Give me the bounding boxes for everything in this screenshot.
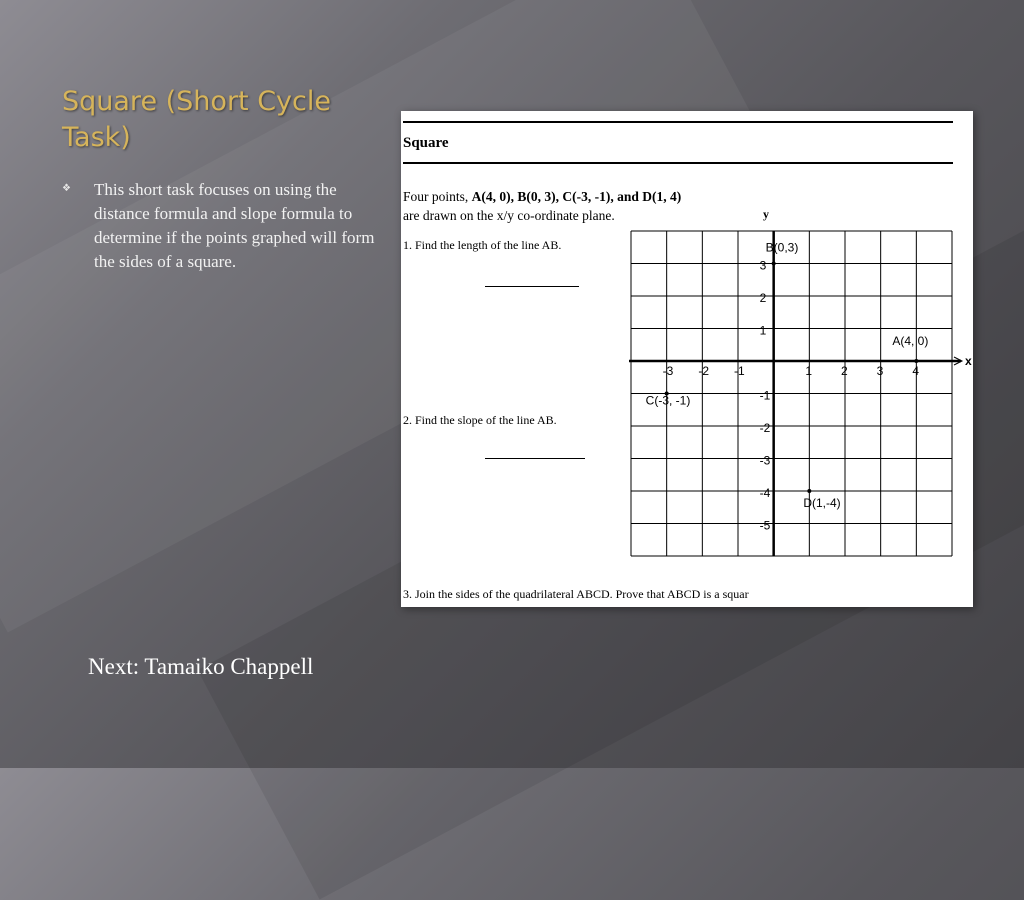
worksheet-heading: Square: [403, 135, 449, 151]
intro-suffix: are drawn on the x/y co-ordinate plane.: [403, 208, 615, 223]
y-tick-label: -3: [759, 453, 771, 468]
x-tick-label: 2: [841, 364, 848, 378]
x-tick-label: 4: [912, 364, 920, 378]
y-tick-label: -4: [759, 486, 771, 500]
slide-title: Square (Short Cycle Task): [62, 86, 331, 153]
worksheet-image: [401, 111, 973, 607]
x-tick-label: 1: [805, 364, 813, 378]
x-tick-label: 3: [876, 364, 884, 378]
x-tick-label: -2: [698, 364, 710, 378]
y-tick-label: -1: [759, 388, 771, 403]
diamond-bullet-icon: ❖: [62, 183, 71, 194]
question-2: 2. Find the slope of the line AB.: [403, 413, 557, 427]
x-axis-label: x: [965, 354, 972, 368]
coordinate-plane: [401, 111, 973, 607]
y-tick-label: -5: [759, 518, 771, 533]
y-axis-header-label: y: [763, 207, 769, 221]
bullet-text: This short task focuses on using the distance formula and slope formula to determine if the points graphed will form the sides of a square.: [94, 180, 375, 271]
point-label-a: A(4, 0): [892, 334, 929, 348]
next-presenter: Next: Tamaiko Chappell: [88, 654, 314, 679]
question-1: 1. Find the length of the line AB.: [403, 238, 562, 252]
question-3: 3. Join the sides of the quadrilateral ABCD. Prove that ABCD is a squar: [403, 587, 749, 601]
x-tick-label: -3: [662, 364, 674, 378]
point-label-c: C(-3, -1): [645, 393, 691, 408]
y-tick-label: 2: [759, 291, 767, 305]
point-b: [772, 262, 776, 266]
intro-prefix: Four points,: [403, 189, 472, 204]
point-d: [807, 489, 811, 493]
x-tick-label: -1: [734, 364, 745, 378]
point-label-d: D(1,-4): [803, 496, 841, 510]
y-tick-label: 1: [759, 323, 767, 338]
point-label-b: B(0,3): [765, 240, 799, 255]
bullet-item: [62, 178, 382, 274]
y-tick-label: 3: [759, 258, 767, 273]
intro-points: A(4, 0), B(0, 3), C(-3, -1), and D(1, 4): [471, 189, 682, 204]
y-tick-label: -2: [759, 421, 771, 435]
point-a: [914, 359, 918, 363]
